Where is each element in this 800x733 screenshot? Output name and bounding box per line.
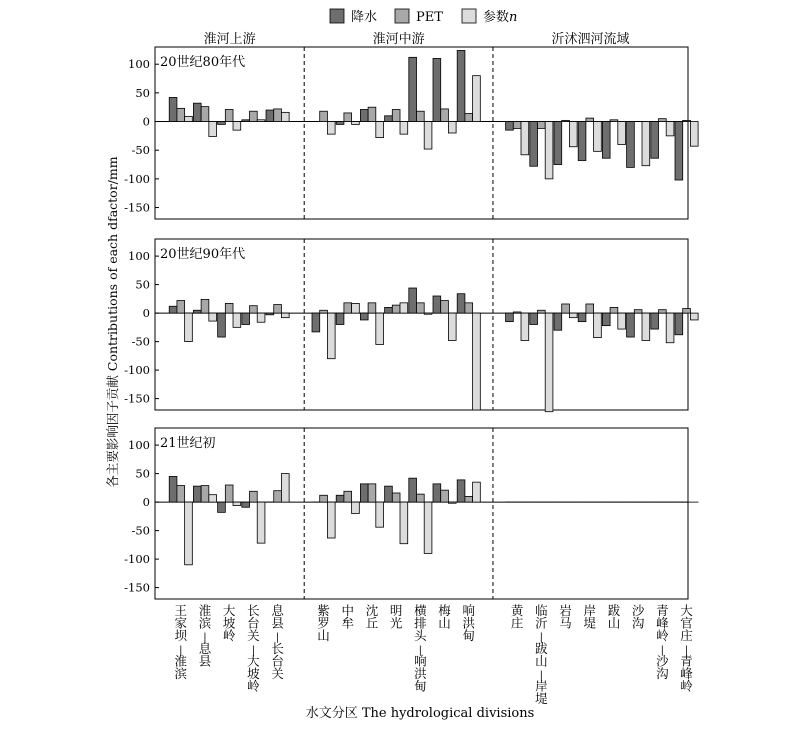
bar-1-18-0 (651, 313, 659, 329)
bar-2-11-0 (457, 480, 465, 502)
xtick-char: 沙 (656, 653, 669, 668)
bar-1-13-0 (530, 313, 538, 324)
bar-0-13-2 (545, 122, 553, 179)
bar-1-8-1 (392, 305, 400, 313)
bar-0-4-1 (274, 109, 282, 122)
legend-swatch-2 (462, 9, 476, 23)
bar-1-15-1 (586, 304, 594, 313)
panel-title-0: 20世纪80年代 (160, 54, 245, 70)
xtick-label-16 (608, 603, 621, 631)
bar-2-7-0 (360, 484, 368, 502)
bar-2-9-0 (409, 478, 417, 502)
xtick-label-3 (247, 603, 260, 694)
bar-2-3-2 (257, 502, 265, 543)
legend-label-0: 降水 (351, 9, 377, 25)
bar-1-10-2 (448, 313, 456, 340)
bar-0-0-1 (177, 108, 185, 121)
xtick-char: 县 (199, 653, 212, 668)
xtick-label-11 (463, 603, 476, 643)
bar-0-13-0 (530, 122, 538, 167)
bar-2-1-0 (193, 486, 201, 502)
bar-0-15-2 (594, 122, 602, 152)
xtick-char: 岭 (656, 628, 669, 643)
xtick-label-14 (559, 603, 572, 631)
ytick-label-2--100: -100 (124, 552, 150, 566)
bar-0-11-2 (473, 76, 481, 122)
bar-0-18-1 (659, 119, 667, 122)
xtick-char: | (685, 645, 688, 656)
xtick-char: 大 (680, 603, 693, 618)
bar-2-8-2 (400, 502, 408, 544)
bar-2-4-1 (274, 491, 282, 502)
bar-0-12-0 (506, 122, 514, 131)
bar-2-6-2 (352, 502, 360, 513)
bar-1-18-2 (666, 313, 674, 343)
xtick-char: 滨 (175, 666, 188, 681)
bar-1-13-1 (538, 310, 546, 313)
bar-1-17-1 (634, 310, 642, 313)
bar-0-13-1 (538, 122, 546, 129)
xtick-char: 马 (559, 616, 572, 631)
bar-0-9-2 (424, 122, 432, 150)
bar-0-5-1 (320, 111, 328, 121)
bar-1-5-1 (320, 310, 328, 313)
group-title-0: 淮河上游 (204, 32, 256, 47)
bar-1-3-1 (250, 306, 258, 313)
bar-1-4-0 (266, 313, 274, 315)
xtick-char: 庄 (680, 628, 693, 643)
bar-2-5-2 (327, 502, 335, 538)
xtick-char: | (252, 645, 255, 656)
bar-0-19-2 (690, 122, 698, 147)
ytick-label-2-0: 0 (143, 495, 150, 509)
xtick-char: 洪 (463, 616, 476, 631)
bar-1-6-1 (344, 303, 352, 313)
bar-0-1-1 (201, 107, 209, 122)
bar-1-6-0 (336, 313, 344, 324)
bar-1-9-0 (409, 288, 417, 313)
bar-0-7-2 (376, 122, 384, 138)
group-title-1: 淮河中游 (373, 31, 425, 47)
bar-1-2-2 (233, 313, 241, 327)
bar-2-8-0 (385, 486, 393, 502)
bar-1-3-2 (257, 313, 265, 322)
xtick-char: 沟 (632, 616, 645, 631)
xtick-char: 罗 (317, 616, 330, 631)
bar-0-3-1 (250, 111, 258, 121)
bar-2-6-0 (336, 495, 344, 502)
xtick-char: 大 (223, 603, 236, 618)
bar-0-17-2 (642, 122, 650, 166)
xtick-char: 明 (390, 603, 403, 618)
xtick-char: 牟 (342, 616, 355, 631)
bar-1-2-0 (218, 313, 226, 337)
bar-0-8-0 (385, 116, 393, 122)
xtick-char: 中 (342, 603, 355, 618)
xtick-char: 岩 (559, 603, 572, 618)
ytick-label-1-0: 0 (143, 306, 150, 320)
xtick-char: 山 (317, 628, 330, 643)
bar-1-8-2 (400, 303, 408, 313)
xtick-char: 沙 (632, 603, 645, 618)
bar-2-1-1 (201, 486, 209, 503)
bar-1-11-1 (465, 303, 473, 313)
bar-0-17-0 (627, 122, 635, 168)
xtick-char: 横 (414, 603, 427, 618)
xtick-char: 息 (199, 641, 212, 656)
bar-2-7-2 (376, 502, 384, 527)
bar-1-17-0 (627, 313, 635, 337)
bar-1-10-0 (433, 296, 441, 313)
xtick-char: 甸 (414, 679, 427, 694)
xtick-char: 长 (247, 603, 260, 618)
bar-0-2-1 (225, 109, 233, 121)
bar-2-5-1 (320, 495, 328, 502)
xtick-char: 台 (271, 653, 284, 668)
xtick-label-12 (511, 603, 524, 631)
bar-2-0-0 (169, 476, 177, 502)
bar-0-16-0 (602, 122, 610, 159)
xtick-char: 紫 (317, 603, 330, 618)
bar-1-6-2 (352, 303, 360, 313)
bar-2-11-2 (473, 482, 481, 502)
ytick-label-0-0: 0 (143, 115, 150, 129)
bar-1-19-0 (675, 313, 683, 335)
bar-1-19-2 (690, 313, 698, 320)
xtick-char: | (661, 645, 664, 656)
xtick-char: 山 (535, 653, 548, 668)
bar-0-2-2 (233, 122, 241, 131)
xtick-char: 岸 (535, 679, 548, 694)
bar-2-10-2 (448, 502, 456, 503)
bar-1-16-1 (610, 307, 618, 313)
xtick-char: 梅 (438, 603, 451, 618)
xtick-char: 沟 (656, 666, 669, 681)
xtick-char: | (179, 645, 182, 656)
bar-1-9-1 (417, 303, 425, 313)
bar-2-0-1 (177, 486, 185, 503)
bar-2-6-1 (344, 491, 352, 502)
xtick-label-15 (584, 603, 597, 631)
xtick-char: | (419, 645, 422, 656)
xtick-char: 坡 (247, 666, 260, 681)
xtick-char: 丘 (366, 616, 379, 631)
bar-0-12-1 (513, 122, 521, 129)
legend-swatch-0 (330, 9, 344, 23)
ytick-label-2--50: -50 (131, 524, 150, 538)
bar-0-0-2 (185, 116, 193, 121)
xtick-char: 台 (247, 616, 260, 631)
xtick-char: 关 (271, 666, 284, 681)
xtick-label-10 (438, 603, 451, 631)
panel-title-2: 21世纪初 (160, 435, 216, 451)
bar-1-5-2 (327, 313, 335, 359)
ytick-label-0-50: 50 (135, 86, 150, 100)
ytick-label-2-100: 100 (128, 438, 150, 452)
xtick-char: 峰 (680, 666, 693, 681)
bar-0-2-0 (218, 122, 226, 125)
ytick-label-2--150: -150 (124, 581, 150, 595)
xtick-char: 庄 (511, 616, 524, 631)
xtick-char: 官 (680, 616, 693, 631)
bar-2-2-0 (218, 502, 226, 512)
xtick-char: 排 (414, 616, 427, 631)
bar-0-7-0 (360, 109, 368, 121)
bar-0-6-0 (336, 122, 344, 125)
xtick-char: 家 (175, 616, 188, 631)
bar-2-2-2 (233, 502, 241, 505)
xtick-label-6 (342, 603, 355, 631)
xtick-char: 峰 (656, 616, 669, 631)
xtick-char: 响 (414, 653, 427, 668)
bar-1-12-1 (513, 312, 521, 313)
ytick-label-0--50: -50 (131, 143, 150, 157)
xtick-char: 光 (390, 616, 403, 631)
bar-2-9-2 (424, 502, 432, 553)
bar-2-1-2 (209, 495, 217, 502)
bar-0-5-2 (327, 122, 335, 135)
bar-0-8-2 (400, 122, 408, 135)
bar-1-12-0 (506, 313, 514, 322)
xtick-label-13 (535, 603, 548, 706)
bar-0-3-2 (257, 120, 265, 122)
xtick-char: 沂 (535, 616, 548, 631)
xtick-label-8 (390, 603, 403, 631)
xtick-label-9 (414, 603, 427, 694)
xtick-label-2 (223, 603, 236, 643)
bar-1-4-2 (281, 313, 289, 318)
bar-2-0-2 (185, 502, 193, 565)
bar-1-0-1 (177, 301, 185, 314)
xtick-char: 响 (463, 603, 476, 618)
xtick-char: 沈 (366, 603, 379, 618)
bar-0-16-2 (618, 122, 626, 145)
xtick-char: 县 (271, 616, 284, 631)
bar-2-2-1 (225, 485, 233, 502)
bar-0-10-0 (433, 58, 441, 121)
xtick-char: 长 (271, 641, 284, 656)
xtick-char: 青 (656, 603, 669, 618)
bar-1-19-1 (683, 309, 691, 314)
xtick-label-0 (175, 603, 188, 681)
legend-swatch-1 (395, 9, 409, 23)
xtick-label-19 (680, 603, 693, 694)
bar-1-7-2 (376, 313, 384, 344)
bar-1-11-0 (457, 294, 465, 313)
xtick-char: 堤 (535, 691, 548, 706)
xtick-char: 跋 (535, 641, 548, 656)
bar-1-3-0 (242, 313, 250, 324)
bar-1-7-1 (368, 303, 376, 313)
bar-1-15-0 (578, 313, 586, 322)
ytick-label-1--100: -100 (124, 363, 150, 377)
xtick-char: | (540, 632, 543, 643)
xtick-char: | (540, 670, 543, 681)
bar-0-9-1 (417, 111, 425, 121)
bar-1-0-2 (185, 313, 193, 342)
bar-1-14-0 (554, 313, 562, 330)
legend-label-2: 参数n (483, 9, 517, 25)
bar-0-4-2 (281, 112, 289, 121)
bar-0-18-2 (666, 122, 674, 136)
bar-2-9-1 (417, 494, 425, 502)
xtick-char: 山 (438, 616, 451, 631)
bar-0-1-2 (209, 122, 217, 137)
bar-0-11-1 (465, 114, 473, 122)
xtick-char: 王 (175, 603, 188, 618)
xtick-char: 岸 (584, 603, 597, 618)
bar-1-10-1 (441, 301, 449, 314)
group-title-2: 沂沭泗河流域 (551, 31, 629, 47)
bar-0-18-0 (651, 122, 659, 159)
xtick-char: | (276, 632, 279, 643)
bar-2-3-0 (242, 502, 250, 507)
bar-1-14-2 (569, 313, 577, 318)
xtick-char: 跋 (608, 603, 621, 618)
ytick-label-2-50: 50 (135, 467, 150, 481)
ytick-label-0-100: 100 (128, 57, 150, 71)
bar-1-15-2 (594, 313, 602, 338)
bar-0-15-0 (578, 122, 586, 161)
bar-0-8-1 (392, 109, 400, 121)
xtick-char: 洪 (414, 666, 427, 681)
bar-0-16-1 (610, 120, 618, 122)
bar-1-1-1 (201, 299, 209, 313)
bar-0-6-1 (344, 113, 352, 122)
bar-0-4-0 (266, 110, 274, 121)
xtick-char: | (203, 632, 206, 643)
bar-1-11-2 (473, 313, 481, 410)
xtick-char: 岭 (247, 679, 260, 694)
legend-label-1: PET (416, 10, 443, 25)
ytick-label-0--100: -100 (124, 172, 150, 186)
bar-0-0-0 (169, 97, 177, 121)
bar-2-10-1 (441, 490, 449, 502)
bar-0-7-1 (368, 107, 376, 121)
xtick-char: 岭 (223, 628, 236, 643)
bar-0-14-0 (554, 122, 562, 165)
xtick-char: 坡 (223, 616, 236, 631)
xtick-label-17 (632, 603, 645, 631)
bar-2-10-0 (433, 484, 441, 502)
bar-2-11-1 (465, 496, 473, 502)
bar-1-16-0 (602, 313, 610, 326)
xtick-label-4 (271, 603, 284, 681)
xtick-char: 淮 (175, 653, 188, 668)
ytick-label-1-50: 50 (135, 278, 150, 292)
x-axis-label: 水文分区 The hydrological divisions (306, 705, 535, 721)
ytick-label-1-100: 100 (128, 249, 150, 263)
y-axis-label: 各主要影响因子贡献 Contributions of each dfactor/mm (105, 156, 120, 487)
bar-1-5-0 (312, 313, 320, 332)
panel-title-1: 20世纪90年代 (160, 246, 245, 262)
xtick-char: 青 (680, 653, 693, 668)
panel-frame-2 (155, 428, 688, 599)
bar-0-10-1 (441, 109, 449, 122)
xtick-char: 堤 (584, 616, 597, 631)
bar-0-12-2 (521, 122, 529, 155)
bar-1-14-1 (562, 304, 570, 313)
bar-1-18-1 (659, 310, 667, 313)
bar-1-9-2 (424, 313, 432, 314)
xtick-char: 坝 (175, 628, 188, 643)
bar-2-7-1 (368, 484, 376, 502)
bar-1-2-1 (225, 303, 233, 313)
xtick-char: 滨 (199, 616, 212, 631)
xtick-label-5 (317, 603, 330, 643)
xtick-char: 头 (414, 628, 427, 643)
xtick-char: 大 (247, 653, 260, 668)
bar-0-14-1 (562, 120, 570, 121)
xtick-label-1 (199, 603, 212, 668)
bar-1-7-0 (360, 313, 368, 320)
bar-1-17-2 (642, 313, 650, 340)
bar-0-19-1 (683, 120, 691, 121)
bar-0-3-0 (242, 120, 250, 122)
ytick-label-0--150: -150 (124, 201, 150, 215)
xtick-char: 山 (608, 616, 621, 631)
xtick-char: 息 (271, 603, 284, 618)
xtick-char: 甸 (463, 628, 476, 643)
bar-2-8-1 (392, 493, 400, 502)
bar-0-19-0 (675, 122, 683, 180)
bar-1-12-2 (521, 313, 529, 340)
ytick-label-1--150: -150 (124, 392, 150, 406)
bar-1-1-2 (209, 313, 217, 321)
bar-1-16-2 (618, 313, 626, 329)
bar-2-3-1 (250, 491, 258, 502)
bar-1-13-2 (545, 313, 553, 412)
xtick-char: 岭 (680, 679, 693, 694)
bar-0-15-1 (586, 118, 594, 121)
bar-0-6-2 (352, 122, 360, 125)
bar-0-10-2 (448, 122, 456, 133)
xtick-char: 关 (247, 628, 260, 643)
xtick-label-18 (656, 603, 669, 681)
xtick-label-7 (366, 603, 379, 631)
legend-label-2-italic: n (509, 10, 517, 25)
bar-0-9-0 (409, 57, 417, 121)
bar-0-1-0 (193, 103, 201, 121)
xtick-char: 临 (535, 603, 548, 618)
bar-2-4-2 (281, 474, 289, 503)
bar-1-1-0 (193, 310, 201, 313)
bar-1-8-0 (385, 307, 393, 313)
xtick-char: 淮 (199, 603, 212, 618)
bar-0-14-2 (569, 122, 577, 147)
bar-1-0-0 (169, 306, 177, 313)
bar-0-11-0 (457, 50, 465, 121)
xtick-char: 黄 (511, 603, 524, 618)
bar-1-4-1 (274, 305, 282, 314)
ytick-label-1--50: -50 (131, 335, 150, 349)
